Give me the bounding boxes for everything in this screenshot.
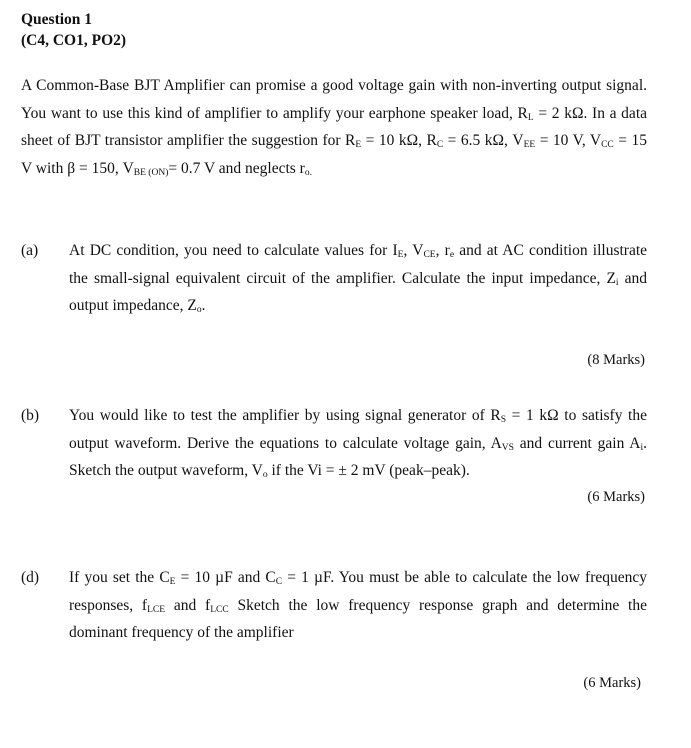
- sub-e: e: [449, 250, 455, 260]
- sub-CC: CC: [601, 140, 614, 150]
- part-a-text-4: and at AC condition illustrate the small-signal equivalent circuit of the amplifier. Calculate the input impedance, Z: [69, 242, 648, 287]
- part-d-text-5: Sketch the low frequency response graph and determine the dominant frequency of the amplifier: [69, 596, 647, 641]
- part-a-text-5: and output impedance, Z: [69, 269, 647, 314]
- sub-BE-ON: BE (ON): [133, 167, 169, 178]
- sub-L: L: [527, 112, 534, 123]
- intro-text-5: = 10 V, V: [535, 132, 602, 149]
- sub-CE: CE: [423, 250, 436, 260]
- sub-E: E: [397, 250, 404, 260]
- intro-text-7: = 0.7 V and neglects r: [168, 159, 305, 177]
- part-a-text-3: , r: [435, 242, 450, 259]
- intro-paragraph: [21, 72, 647, 182]
- part-d-text: [69, 564, 647, 647]
- part-b-text-4: . Sketch the output waveform, V: [69, 434, 647, 479]
- part-b-label: (b): [21, 407, 40, 424]
- intro-text-6: = 15 V with β = 150, V: [21, 132, 647, 177]
- sub-E: E: [169, 577, 176, 587]
- part-b-text-1: You would like to test the amplifier by using signal generator of R: [69, 407, 501, 424]
- part-b-marks: (6 Marks): [587, 489, 645, 505]
- sub-EE: EE: [523, 140, 536, 150]
- part-a-text-1: At DC condition, you need to calculate values for I: [69, 242, 398, 259]
- part-a-text-2: , V: [403, 242, 424, 259]
- part-d-label: (d): [21, 569, 40, 586]
- intro-text-2: = 2 kΩ. In a data sheet of BJT transistor amplifier the suggestion for R: [21, 104, 647, 149]
- part-a-label: (a): [21, 242, 39, 259]
- part-b-text-5: if the Vi = ± 2 mV (peak–peak).: [267, 462, 470, 479]
- sub-i: i: [640, 442, 644, 453]
- question-title: Question 1: [21, 11, 93, 28]
- intro-text-1: A Common-Base BJT Amplifier can promise a good voltage gain with non-inverting output signal. You want to use this kind of amplifier to amplify your earphone speaker load, R: [21, 77, 647, 122]
- part-d-text-4: and f: [165, 596, 211, 614]
- sub-LCC: LCC: [210, 604, 229, 615]
- part-b-text-3: and current gain A: [513, 434, 641, 452]
- sub-VS: VS: [501, 442, 514, 453]
- sub-o: o: [196, 305, 202, 315]
- part-d-text-3: = 1 µF. You must be able to calculate the low frequency responses, f: [69, 569, 647, 614]
- part-d-text-1: If you set the C: [69, 569, 170, 586]
- part-b-text: [69, 402, 647, 485]
- question-code: (C4, CO1, PO2): [21, 32, 127, 49]
- sub-C: C: [275, 577, 283, 587]
- intro-text-3: = 10 kΩ, R: [361, 132, 437, 149]
- intro-text-4: = 6.5 kΩ, V: [443, 132, 524, 149]
- part-b-text-2: = 1 kΩ to satisfy the output waveform. Derive the equations to calculate voltage gain, A: [69, 407, 647, 452]
- part-d-marks: (6 Marks): [583, 675, 641, 691]
- part-a-marks: (8 Marks): [587, 352, 645, 368]
- part-a-text-6: .: [201, 297, 206, 314]
- sub-o: o.: [304, 167, 312, 178]
- part-a-text: [69, 237, 647, 320]
- sub-i: i: [615, 277, 619, 288]
- part-d-text-2: = 10 µF and C: [175, 569, 276, 586]
- sub-LCE: LCE: [147, 604, 166, 615]
- sub-o: o: [262, 470, 268, 480]
- sub-S: S: [500, 415, 507, 425]
- sub-E: E: [355, 140, 362, 150]
- sub-C: C: [436, 140, 444, 150]
